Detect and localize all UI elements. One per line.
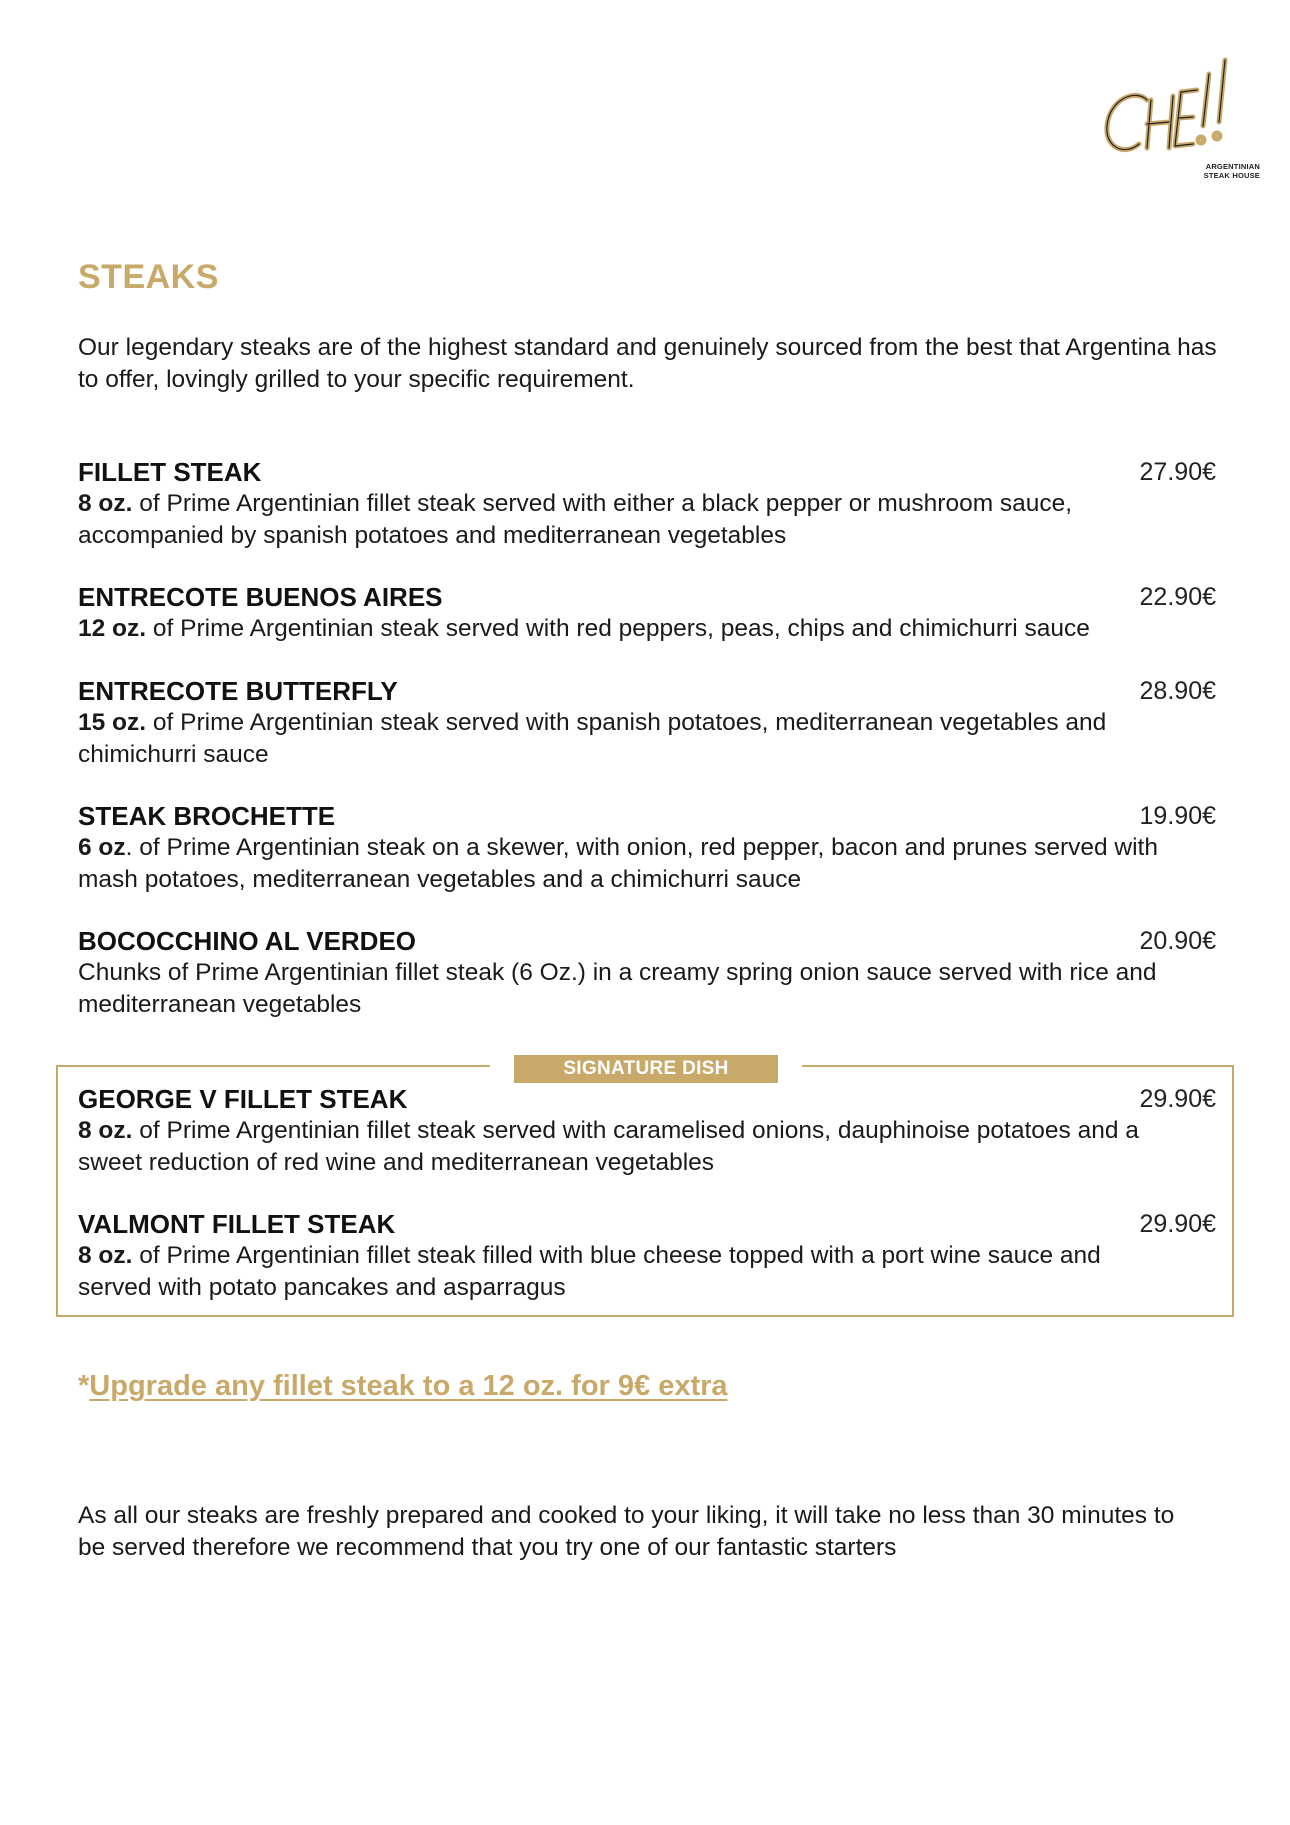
item-price: 27.90€ xyxy=(1139,458,1216,486)
upgrade-link[interactable]: Upgrade any fillet steak to a 12 oz. for 9€ extra xyxy=(89,1370,728,1402)
preparation-note: As all our steaks are freshly prepared and cooked to your liking, it will take no less than 30 minutes to be served therefore we recommend that you try one of our fantastic starters xyxy=(78,1502,1175,1561)
menu-item-bococchino-al-verdeo xyxy=(78,925,1216,1021)
logo-subtitle xyxy=(1200,162,1260,180)
item-name: ENTRECOTE BUENOS AIRES xyxy=(78,582,443,612)
item-description xyxy=(78,1115,1158,1179)
item-name: ENTRECOTE BUTTERFLY xyxy=(78,676,398,706)
item-description xyxy=(78,707,1158,771)
logo xyxy=(1095,48,1260,188)
item-name: GEORGE V FILLET STEAK xyxy=(78,1084,408,1114)
item-description xyxy=(78,832,1158,896)
item-description-text: . of Prime Argentinian steak on a skewer, with onion, red pepper, bacon and prunes served with mash potatoes, mediterranean vegetables and a chimichurri sauce xyxy=(78,834,1158,893)
menu-item-steak-brochette xyxy=(78,800,1216,896)
menu-item-fillet-steak xyxy=(78,456,1216,552)
item-quantity: 6 oz xyxy=(78,834,126,861)
item-description-text: of Prime Argentinian fillet steak served with either a black pepper or mushroom sauce, accompanied by spanish potatoes and mediterranean vegetables xyxy=(78,490,1073,549)
signature-dish-label: SIGNATURE DISH xyxy=(514,1055,778,1083)
item-quantity: 8 oz. xyxy=(78,1242,133,1269)
item-quantity: 12 oz. xyxy=(78,615,147,642)
item-price: 29.90€ xyxy=(1139,1210,1216,1238)
item-quantity: 8 oz. xyxy=(78,490,133,517)
item-name: STEAK BROCHETTE xyxy=(78,801,336,831)
logo-subtitle-line2: STEAK HOUSE xyxy=(1203,171,1260,180)
menu-item-valmont-fillet-steak xyxy=(78,1208,1216,1304)
item-description xyxy=(78,1240,1158,1304)
item-price: 22.90€ xyxy=(1139,583,1216,611)
section-title: STEAKS xyxy=(78,258,219,296)
item-description xyxy=(78,613,1158,645)
logo-subtitle-line1: ARGENTINIAN xyxy=(1205,162,1260,171)
menu-item-george-v-fillet-steak xyxy=(78,1083,1216,1179)
menu-item-entrecote-buenos-aires xyxy=(78,581,1216,645)
item-description-text: of Prime Argentinian steak served with spanish potatoes, mediterranean vegetables and chimichurri sauce xyxy=(78,709,1107,768)
item-quantity: 15 oz. xyxy=(78,709,147,736)
item-price: 19.90€ xyxy=(1139,802,1216,830)
item-name: VALMONT FILLET STEAK xyxy=(78,1209,396,1239)
item-name: BOCOCCHINO AL VERDEO xyxy=(78,926,417,956)
upgrade-asterisk: * xyxy=(78,1370,90,1402)
menu-item-entrecote-butterfly xyxy=(78,675,1216,771)
item-description xyxy=(78,488,1158,552)
item-description-text: of Prime Argentinian fillet steak served with caramelised onions, dauphinoise potatoes and a sweet reduction of red wine and mediterranean vegetables xyxy=(78,1117,1139,1176)
section-intro: Our legendary steaks are of the highest standard and genuinely sourced from the best that Argentina has to offer, lovingly grilled to your specific requirement. xyxy=(78,334,1217,393)
item-quantity: 8 oz. xyxy=(78,1117,133,1144)
item-description-text: of Prime Argentinian fillet steak filled with blue cheese topped with a port wine sauce and served with potato pancakes and asparragus xyxy=(78,1242,1101,1301)
item-price: 20.90€ xyxy=(1139,927,1216,955)
item-description-text: Chunks of Prime Argentinian fillet steak (6 Oz.) in a creamy spring onion sauce served with rice and mediterranean vegetables xyxy=(78,959,1157,1018)
item-price: 29.90€ xyxy=(1139,1085,1216,1113)
item-description-text: of Prime Argentinian steak served with red peppers, peas, chips and chimichurri sauce xyxy=(146,615,1090,642)
item-price: 28.90€ xyxy=(1139,677,1216,705)
item-description xyxy=(78,957,1158,1021)
upgrade-note xyxy=(78,1370,728,1403)
item-name: FILLET STEAK xyxy=(78,457,262,487)
